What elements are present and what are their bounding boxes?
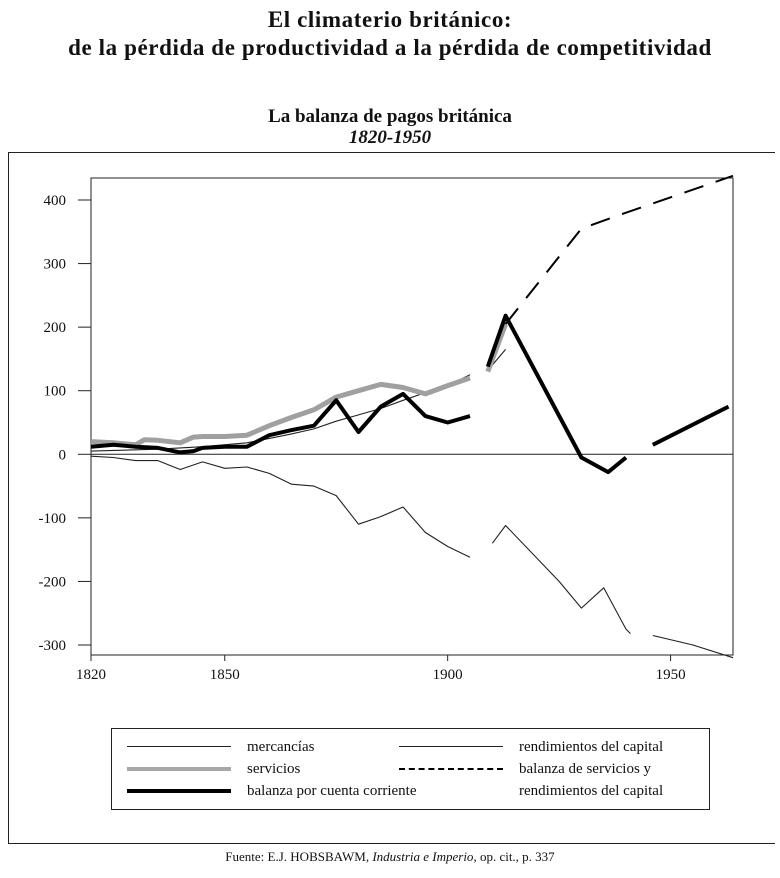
x-tick-label: 1950 — [655, 667, 686, 683]
source-prefix: Fuente: E.J. HOBSBAWM, — [225, 849, 373, 864]
x-tick-label: 1900 — [432, 667, 463, 683]
chart-subtitle: 1820-1950 — [348, 127, 432, 148]
legend-label-rendimientos: rendimientos del capital — [519, 739, 664, 755]
legend-label-balanza-servicios-2: rendimientos del capital — [519, 783, 664, 799]
x-tick-label: 1850 — [209, 667, 240, 683]
y-tick-label: 400 — [43, 193, 66, 209]
source-suffix: , op. cit., p. 337 — [473, 849, 555, 864]
source-book: Industria e Imperio — [372, 849, 474, 864]
x-tick-label: 1820 — [76, 667, 106, 683]
main-title-line-1: El climaterio británico: — [267, 7, 513, 32]
y-tick-label: -100 — [38, 510, 66, 527]
chart-title: La balanza de pagos británica — [268, 106, 512, 127]
legend-swatch-servicios — [127, 767, 231, 771]
series-merc-line — [653, 636, 733, 658]
y-tick-label: -200 — [38, 574, 66, 591]
series-merc-line — [91, 456, 470, 557]
series-cc-line — [653, 407, 729, 445]
y-tick-label: 200 — [43, 320, 66, 337]
series-merc-line — [492, 526, 630, 634]
legend-label-mercancias: mercancías — [247, 739, 315, 755]
series-cc-line — [488, 316, 626, 472]
y-tick-label: 0 — [58, 447, 66, 464]
main-title-line-2: de la pérdida de productividad a la pérdida de competitividad — [68, 35, 712, 60]
y-tick-label: 100 — [43, 383, 66, 400]
legend-swatch-mercancias — [127, 746, 231, 747]
source-note — [0, 849, 780, 865]
plot-area — [91, 178, 733, 655]
y-tick-label: -300 — [38, 638, 66, 654]
legend-label-cuenta-corriente: balanza por cuenta corriente — [247, 783, 417, 799]
y-tick-label: 300 — [43, 256, 66, 273]
legend-swatch-rendimientos — [399, 746, 503, 747]
legend-swatch-balanza-servicios — [399, 768, 503, 770]
legend-label-servicios: servicios — [247, 761, 301, 777]
legend — [111, 728, 710, 810]
legend-swatch-cuenta-corriente — [127, 789, 231, 793]
legend-label-balanza-servicios-1: balanza de servicios y — [519, 761, 652, 777]
series-bsr-line — [506, 176, 733, 324]
series-serv-line — [91, 378, 470, 445]
